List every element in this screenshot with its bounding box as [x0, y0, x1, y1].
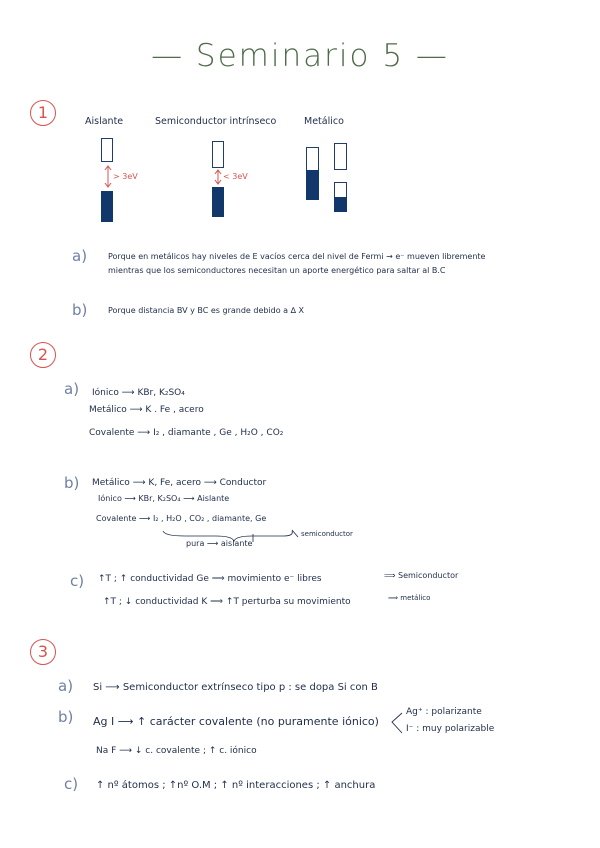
label-semiconductor: Semiconductor intrínseco [155, 116, 277, 127]
section-1b-marker: b) [72, 301, 88, 319]
section-3b-naf: Na F ⟶ ↓ c. covalente ; ↑ c. iónico [96, 746, 257, 756]
section-1a-line-1: Porque en metálicos hay niveles de E vacíos cerca del nivel de Fermi → e⁻ mueven libremente [108, 252, 486, 261]
section-3a-marker: a) [58, 677, 74, 695]
section-2b-ionico: Iónico ⟶ KBr, K₂SO₄ ⟶ Aislante [98, 494, 230, 503]
section-1b-text: Porque distancia BV y BC es grande debido a ∆ X [108, 306, 305, 315]
section-2a-metalico: Metálico ⟶ K . Fe , acero [89, 405, 204, 415]
section-2b-pura: pura ⟶ aislante [186, 539, 253, 548]
section-2c-line-1-left: ↑T ; ↑ conductividad Ge ⟹ movimiento e⁻ libres [98, 574, 322, 584]
section-3c-text: ↑ nº átomos ; ↑nº O.M ; ↑ nº interacciones ; ↑ anchura [96, 780, 376, 791]
section-2b-semiconductor: semiconductor [301, 530, 353, 538]
section-3-number: 3 [30, 639, 56, 665]
section-3b-ag: Ag⁺ : polarizante [406, 707, 482, 717]
section-2c-line-1-right: ⟹ Semiconductor [384, 571, 459, 580]
section-3b-marker: b) [58, 708, 74, 726]
section-2b-marker: b) [64, 474, 80, 492]
gap-label-semiconductor: < 3eV [223, 172, 248, 181]
page-title: — Seminario 5 — [151, 38, 449, 74]
section-2a-ionico: Iónico ⟶ KBr, K₂SO₄ [92, 388, 185, 398]
section-3b-text: Ag I ⟶ ↑ carácter covalente (no puramente iónico) [93, 715, 379, 728]
section-2c-line-2-left: ↑T ; ↓ conductividad K ⟹ ↑T perturba su movimiento [103, 597, 351, 607]
section-2a-covalente: Covalente ⟶ I₂ , diamante , Ge , H₂O , CO₂ [89, 428, 284, 438]
section-2c-marker: c) [70, 572, 85, 590]
gap-label-aislante: > 3eV [113, 172, 138, 181]
section-2-number: 2 [30, 342, 56, 368]
section-2c-line-2-right: ⟹ metálico [388, 594, 431, 602]
section-1a-line-2: mientras que los semiconductores necesitan un aporte energético para saltar al B.C [108, 266, 446, 275]
section-1-number: 1 [30, 100, 56, 126]
section-2a-marker: a) [64, 380, 80, 398]
section-2b-covalente: Covalente ⟶ I₂ , H₂O , CO₂ , diamante, Ge [96, 514, 267, 523]
section-2b-metalico: Metálico ⟶ K, Fe, acero ⟶ Conductor [92, 478, 267, 488]
section-3c-marker: c) [64, 775, 79, 793]
label-aislante: Aislante [85, 116, 124, 127]
section-1a-marker: a) [72, 247, 88, 265]
section-3b-i: I⁻ : muy polarizable [406, 724, 495, 734]
section-3a-text: Si ⟶ Semiconductor extrínseco tipo p : se dopa Si con B [93, 682, 378, 693]
label-metalico: Metálico [304, 116, 344, 127]
